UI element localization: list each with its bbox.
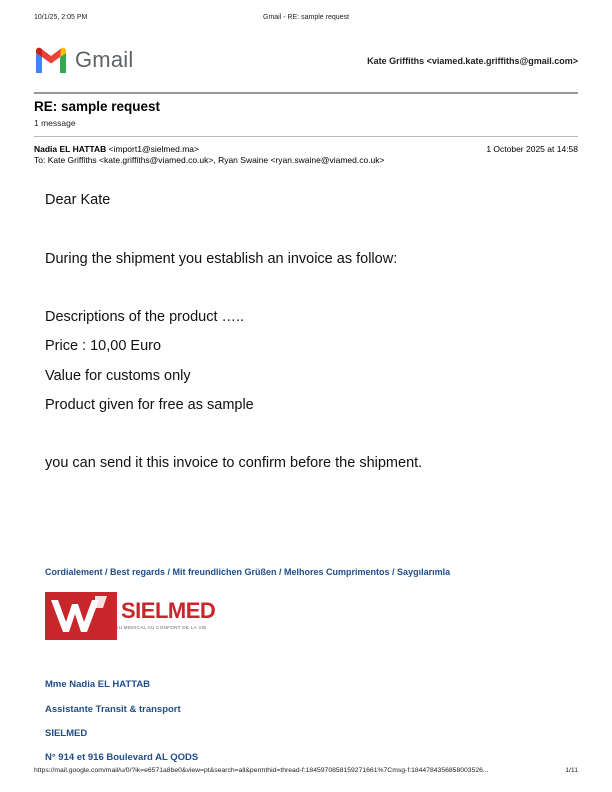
signature-company: SIELMED — [45, 728, 88, 739]
gmail-m-icon — [34, 47, 68, 73]
body-product-description: Descriptions of the product ….. — [45, 309, 245, 325]
sender-email[interactable]: <import1@sielmed.ma> — [108, 144, 199, 154]
message-recipients: To: Kate Griffiths <kate.griffiths@viamed.co.uk>, Ryan Swaine <ryan.swaine@viamed.co.uk> — [34, 155, 385, 165]
body-greeting: Dear Kate — [45, 192, 111, 208]
header-divider — [34, 92, 578, 94]
sender-name[interactable]: Nadia EL HATTAB — [34, 144, 107, 154]
message-count: 1 message — [34, 118, 76, 128]
print-footer — [34, 767, 578, 777]
gmail-logo[interactable] — [34, 46, 133, 74]
message-date: 1 October 2025 at 14:58 — [486, 144, 578, 154]
print-header — [34, 14, 578, 24]
signature-role: Assistante Transit & transport — [45, 704, 181, 715]
sielmed-tagline: DU MEDICAL AU CONFORT DE LA VIE — [115, 625, 207, 630]
gmail-wordmark: Gmail — [75, 47, 134, 72]
body-price: Price : 10,00 Euro — [45, 338, 162, 354]
account-identity: Kate Griffiths <viamed.kate.griffiths@gmail.com> — [367, 56, 578, 66]
message-from-line — [34, 144, 578, 154]
sielmed-wordmark: SIELMED — [121, 598, 216, 623]
body-closing: you can send it this invoice to confirm before the shipment. — [45, 455, 423, 471]
print-page-number: 1/11 — [565, 767, 578, 774]
body-intro: During the shipment you establish an invoice as follow: — [45, 251, 398, 267]
sielmed-logo — [45, 592, 227, 642]
thread-subject: RE: sample request — [34, 99, 161, 114]
print-page-title: Gmail - RE: sample request — [263, 14, 349, 21]
body-customs-value: Value for customs only — [45, 368, 191, 384]
print-datetime: 10/1/25, 2:05 PM — [34, 14, 88, 21]
signature-regards: Cordialement / Best regards / Mit freundlichen Grüßen / Melhores Cumprimentos / Saygılarımla — [45, 567, 451, 577]
subject-divider — [34, 136, 578, 137]
sielmed-emblem-icon — [45, 592, 117, 640]
signature-name: Mme Nadia EL HATTAB — [45, 679, 151, 690]
print-url: https://mail.google.com/mail/u/0/?ik=e6571a8be0&view=pt&search=all&permthid=thread-f:1845970858159271661%7Cmsg-f:1844784356858003526... — [34, 767, 489, 774]
body-free-sample: Product given for free as sample — [45, 397, 254, 413]
signature-address: N° 914 et 916 Boulevard AL QODS — [45, 752, 199, 763]
